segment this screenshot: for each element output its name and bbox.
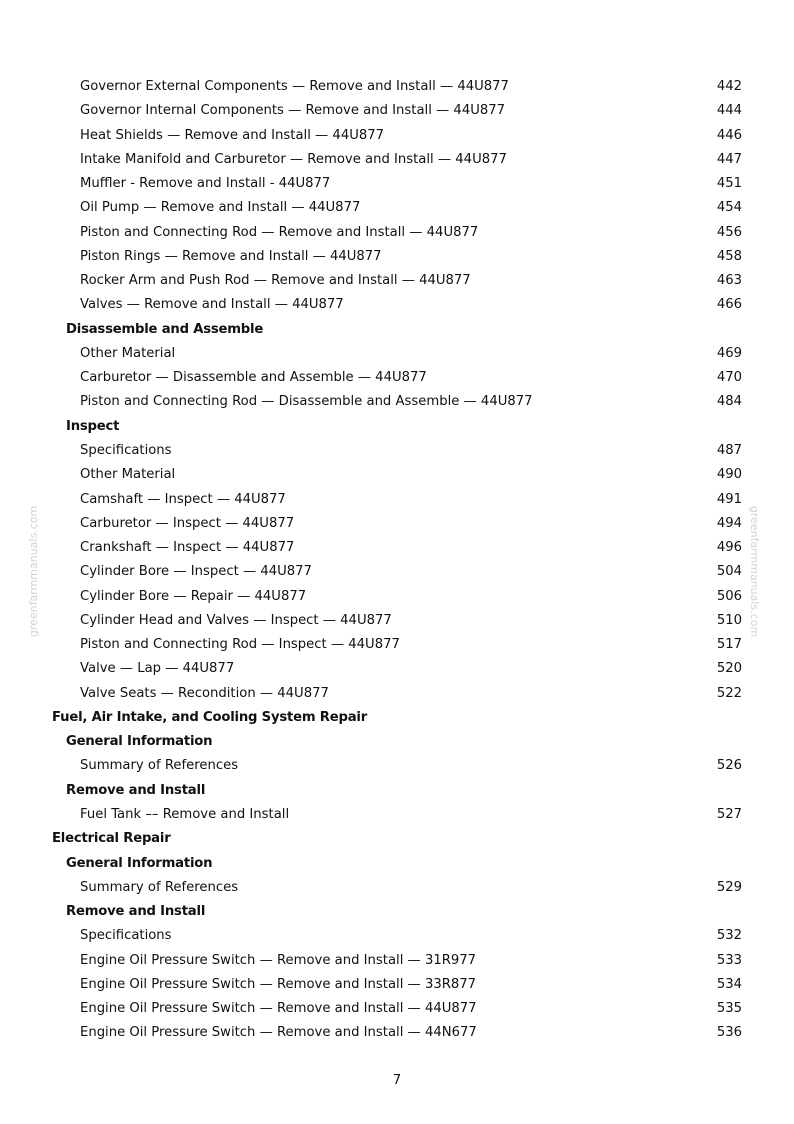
toc-entry[interactable] [0, 1021, 794, 1045]
toc-entry-title: Cylinder Bore — Inspect — 44U877 [80, 564, 312, 580]
toc-entry[interactable] [0, 803, 794, 827]
toc-subheading [0, 779, 794, 803]
toc-entry-page: 463 [716, 273, 742, 289]
toc-entry-page: 466 [716, 297, 742, 313]
toc-entry-page: 522 [716, 685, 742, 701]
toc-entry-page: 529 [716, 879, 742, 895]
toc-entry-page: 494 [716, 515, 742, 531]
toc-entry-title: Inspect [66, 418, 120, 434]
toc-entry[interactable] [0, 754, 794, 778]
toc-entry-title: Governor Internal Components — Remove and Install — 44U877 [80, 103, 506, 119]
toc-entry-page: 444 [716, 103, 742, 119]
toc-entry-title: Remove and Install [66, 782, 206, 798]
toc-entry-title: Muffler - Remove and Install - 44U877 [80, 176, 331, 192]
toc-entry-page: 527 [716, 806, 742, 822]
toc-entry[interactable] [0, 633, 794, 657]
toc-entry-page: 532 [716, 928, 742, 944]
toc-entry-page: 454 [716, 200, 742, 216]
table-of-contents [0, 75, 794, 1046]
toc-entry-title: Carburetor — Disassemble and Assemble — 44U877 [80, 370, 427, 386]
toc-entry[interactable] [0, 560, 794, 584]
toc-entry-title: Fuel, Air Intake, and Cooling System Repair [52, 709, 368, 725]
toc-entry-page: 506 [716, 588, 742, 604]
toc-entry-title: Remove and Install [66, 904, 206, 920]
toc-heading [0, 827, 794, 851]
toc-entry[interactable] [0, 949, 794, 973]
toc-entry-title: Valve Seats — Recondition — 44U877 [80, 685, 329, 701]
toc-entry[interactable] [0, 75, 794, 99]
toc-entry-page: 446 [716, 127, 742, 143]
toc-entry[interactable] [0, 439, 794, 463]
toc-subheading [0, 318, 794, 342]
toc-subheading [0, 415, 794, 439]
toc-entry-page: 496 [716, 540, 742, 556]
toc-entry-page: 442 [716, 79, 742, 94]
toc-entry-title: Engine Oil Pressure Switch — Remove and Install — 31R977 [80, 952, 477, 968]
toc-entry[interactable] [0, 585, 794, 609]
toc-entry[interactable] [0, 196, 794, 220]
toc-entry-title: Cylinder Head and Valves — Inspect — 44U877 [80, 612, 392, 628]
toc-entry[interactable] [0, 876, 794, 900]
toc-entry[interactable] [0, 512, 794, 536]
toc-entry[interactable] [0, 172, 794, 196]
toc-entry[interactable] [0, 148, 794, 172]
toc-entry-page: 526 [716, 758, 742, 774]
toc-entry[interactable] [0, 657, 794, 681]
toc-entry-page: 536 [716, 1025, 742, 1041]
toc-entry-title: Piston Rings — Remove and Install — 44U877 [80, 248, 382, 264]
toc-entry-title: Specifications [80, 442, 172, 458]
toc-heading [0, 706, 794, 730]
toc-entry-title: Intake Manifold and Carburetor — Remove and Install — 44U877 [80, 151, 507, 167]
toc-subheading [0, 900, 794, 924]
toc-entry-title: Camshaft — Inspect — 44U877 [80, 491, 286, 507]
toc-entry-title: Other Material [80, 345, 176, 361]
toc-entry[interactable] [0, 973, 794, 997]
toc-entry-title: General Information [66, 734, 213, 750]
toc-entry[interactable] [0, 245, 794, 269]
toc-entry[interactable] [0, 269, 794, 293]
toc-entry-title: Piston and Connecting Rod — Inspect — 44U877 [80, 637, 400, 653]
toc-entry-title: Engine Oil Pressure Switch — Remove and Install — 33R877 [80, 976, 477, 992]
toc-entry[interactable] [0, 99, 794, 123]
toc-entry-title: Summary of References [80, 758, 239, 774]
toc-entry[interactable] [0, 488, 794, 512]
toc-entry-page: 533 [716, 952, 742, 968]
toc-entry-title: Disassemble and Assemble [66, 321, 264, 337]
toc-entry-page: 535 [716, 1001, 742, 1017]
toc-entry[interactable] [0, 997, 794, 1021]
toc-entry[interactable] [0, 124, 794, 148]
toc-entry-title: Fuel Tank –– Remove and Install [80, 806, 290, 822]
toc-subheading [0, 852, 794, 876]
watermark-left: greenfarmmanuals.com [27, 505, 41, 638]
toc-entry-page: 458 [716, 248, 742, 264]
toc-entry-page: 451 [716, 176, 742, 192]
toc-entry-title: Specifications [80, 928, 172, 944]
toc-entry-page: 487 [716, 442, 742, 458]
toc-entry-title: Engine Oil Pressure Switch — Remove and Install — 44U877 [80, 1001, 477, 1017]
toc-entry-page: 510 [716, 612, 742, 628]
toc-subheading [0, 730, 794, 754]
toc-entry-title: Valves — Remove and Install — 44U877 [80, 297, 344, 313]
toc-entry[interactable] [0, 390, 794, 414]
page-number: 7 [392, 1073, 402, 1088]
toc-entry-title: Carburetor — Inspect — 44U877 [80, 515, 295, 531]
toc-entry[interactable] [0, 924, 794, 948]
toc-entry-page: 504 [716, 564, 742, 580]
toc-entry-title: Valve — Lap — 44U877 [80, 661, 235, 677]
toc-entry[interactable] [0, 366, 794, 390]
toc-entry-title: Governor External Components — Remove and Install — 44U877 [80, 79, 509, 94]
toc-entry-title: Electrical Repair [52, 831, 171, 847]
toc-entry-title: Oil Pump — Remove and Install — 44U877 [80, 200, 361, 216]
toc-entry-page: 491 [716, 491, 742, 507]
toc-entry[interactable] [0, 682, 794, 706]
toc-entry-page: 447 [716, 151, 742, 167]
toc-entry-title: Rocker Arm and Push Rod — Remove and Install — 44U877 [80, 273, 471, 289]
toc-entry[interactable] [0, 609, 794, 633]
toc-entry-title: Crankshaft — Inspect — 44U877 [80, 540, 295, 556]
watermark-right: greenfarmmanuals.com [748, 505, 762, 638]
toc-entry[interactable] [0, 221, 794, 245]
toc-entry-title: Heat Shields — Remove and Install — 44U877 [80, 127, 385, 143]
toc-entry-title: Summary of References [80, 879, 239, 895]
toc-entry-page: 484 [716, 394, 742, 410]
toc-entry-title: Piston and Connecting Rod — Remove and Install — 44U877 [80, 224, 479, 240]
toc-entry-page: 470 [716, 370, 742, 386]
toc-entry-page: 456 [716, 224, 742, 240]
toc-entry-title: Piston and Connecting Rod — Disassemble and Assemble — 44U877 [80, 394, 533, 410]
toc-entry-title: Cylinder Bore — Repair — 44U877 [80, 588, 307, 604]
toc-entry-page: 469 [716, 345, 742, 361]
toc-entry-page: 490 [716, 467, 742, 483]
toc-entry[interactable] [0, 342, 794, 366]
toc-entry[interactable] [0, 536, 794, 560]
toc-entry-page: 517 [716, 637, 742, 653]
toc-entry-page: 520 [716, 661, 742, 677]
toc-entry-page: 534 [716, 976, 742, 992]
toc-entry[interactable] [0, 293, 794, 317]
toc-entry[interactable] [0, 463, 794, 487]
toc-entry-title: Engine Oil Pressure Switch — Remove and Install — 44N677 [80, 1025, 477, 1041]
toc-entry-title: Other Material [80, 467, 176, 483]
toc-entry-title: General Information [66, 855, 213, 871]
